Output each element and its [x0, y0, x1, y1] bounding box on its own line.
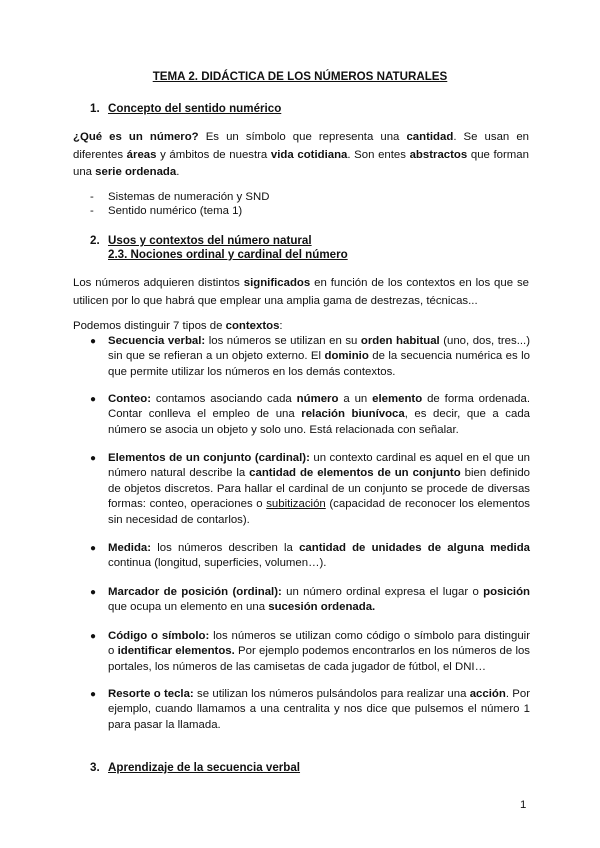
bold-text: sucesión ordenada.: [268, 601, 376, 614]
bullet-text: [108, 334, 530, 380]
text-run: (uno, dos, tres...) sin que se refieran a un objeto externo. El: [108, 335, 531, 363]
text-run: los números describen la: [151, 542, 300, 554]
text-run: a un: [338, 393, 373, 405]
bold-text: Medida:: [108, 542, 152, 554]
bullet-icon: ●: [90, 631, 97, 642]
text-run: que ocupa un elemento en una: [108, 601, 269, 614]
text-run: , es decir, que a cada número se asocia un objeto y solo uno. Está relacionada con señalar.: [108, 408, 530, 436]
bold-text: acción: [469, 688, 506, 700]
section-number: 1.: [90, 102, 100, 115]
text-run: los números se utilizan como código o símbolo para distinguir o: [108, 630, 530, 658]
bold-text: orden habitual: [360, 335, 440, 347]
bold-text: áreas: [126, 148, 157, 161]
bullet-icon: ●: [90, 543, 97, 554]
bold-text: relación biunívoca: [301, 408, 405, 421]
bullet-text: [108, 392, 530, 438]
bullet-item-ordinal: [90, 585, 530, 616]
text-run: Es un símbolo que representa una: [198, 131, 407, 143]
bold-text: posición: [483, 586, 531, 598]
dash-list: [90, 190, 269, 219]
contexts-intro: [73, 318, 529, 336]
bold-text: contextos: [225, 320, 280, 332]
intro-paragraph: [73, 129, 529, 182]
bullet-item-secuencia-verbal: [90, 334, 530, 380]
document-title: TEMA 2. DIDÁCTICA DE LOS NÚMEROS NATURALES: [152, 70, 448, 83]
bold-text: dominio: [324, 350, 369, 363]
text-run: un número ordinal expresa el lugar o: [281, 586, 484, 598]
bold-text: serie ordenada: [95, 166, 177, 179]
dash-marker: -: [90, 205, 94, 218]
bullet-item-resorte: [90, 687, 530, 733]
text-run: y ámbitos de nuestra: [156, 148, 271, 161]
section-number: 3.: [90, 761, 100, 774]
bold-text: Elementos de un conjunto (cardinal):: [108, 452, 310, 464]
bold-text: Secuencia verbal:: [108, 335, 206, 347]
list-item: [90, 190, 269, 204]
list-item-text: Sentido numérico (tema 1): [108, 205, 243, 218]
bullet-text: [108, 541, 530, 572]
text-run: de la secuencia numérica es lo que permite utilizar los números en los demás contextos.: [108, 350, 530, 378]
dash-marker: -: [90, 191, 94, 203]
bold-text: identificar elementos.: [117, 645, 235, 658]
bold-text: significados: [243, 277, 311, 289]
bullet-text: [108, 687, 530, 733]
text-run: que forman una: [73, 148, 529, 179]
bold-text: abstractos: [409, 148, 468, 161]
text-run: se utilizan los números pulsándolos para realizar una: [193, 688, 470, 700]
text-run: de forma ordenada. Contar conlleva el empleo de una: [108, 393, 530, 421]
bullet-item-conteo: [90, 392, 530, 438]
bold-text: Conteo:: [108, 393, 152, 405]
bold-text: vida cotidiana: [270, 148, 348, 161]
text-run: Podemos distinguir 7 tipos de: [73, 320, 226, 332]
bullet-text: [108, 585, 530, 616]
section-heading-1: [90, 102, 281, 115]
text-run: contamos asociando cada: [151, 393, 297, 405]
section-title: Usos y contextos del número natural: [108, 234, 312, 247]
text-run: :: [279, 320, 283, 332]
bold-text: cantidad de elementos de un conjunto: [249, 467, 461, 480]
text-run: Los números adquieren distintos: [73, 277, 244, 289]
subsection-heading: 2.3. Nociones ordinal y cardinal del número: [108, 248, 348, 261]
text-run: .: [176, 166, 180, 179]
bold-text: ¿Qué es un número?: [73, 131, 199, 143]
text-run: continua (longitud, superficies, volumen…).: [108, 557, 327, 570]
text-run: . Se usan en diferentes: [73, 131, 529, 161]
section-title: Aprendizaje de la secuencia verbal: [108, 761, 301, 774]
text-run: . Por ejemplo, cuando llamamos a una centralita y nos dice que pulsemos el número 1 para pasar la llamada.: [108, 688, 530, 731]
bullet-icon: ●: [90, 394, 97, 405]
text-run: un contexto cardinal es aquel en el que un número natural describe la: [108, 452, 530, 480]
text-run: Por ejemplo podemos encontrarlos en los números de los portales, los números de las camisetas de cada jugador de fútbol, el DNI…: [108, 645, 531, 673]
text-run: los números se utilizan en su: [205, 335, 361, 347]
contexts-paragraph: [73, 275, 529, 310]
bold-text: Marcador de posición (ordinal):: [108, 586, 282, 598]
bullet-item-codigo: [90, 629, 530, 675]
section-number: 2.: [90, 234, 100, 247]
bold-text: número: [296, 393, 339, 405]
bold-text: cantidad: [406, 131, 454, 143]
bold-text: elemento: [372, 393, 423, 405]
bold-text: Resorte o tecla:: [108, 688, 194, 700]
bold-text: Código o símbolo:: [108, 630, 210, 642]
text-run: bien definido de objetos discretos. Para hallar el cardinal de un conjunto se procede de diversas formas: conteo, operaciones o: [108, 467, 531, 511]
bullet-text: [108, 629, 530, 675]
bullet-icon: ●: [90, 336, 97, 347]
bold-text: cantidad de unidades de alguna medida: [299, 542, 530, 554]
bullet-icon: ●: [90, 453, 97, 464]
text-run: (capacidad de reconocer los elementos sin necesidad de contarlos).: [108, 498, 530, 526]
list-item-text: Sistemas de numeración y SND: [108, 191, 270, 203]
bullet-item-cardinal: [90, 451, 530, 528]
section-heading-3: [90, 761, 300, 774]
list-item: [90, 204, 269, 218]
text-run: . Son entes: [347, 148, 410, 161]
underlined-term: subitización: [266, 498, 326, 511]
text-run: en función de los contextos en los que se utilicen por lo que habrá que emplear una amplia gama de destrezas, técnicas...: [73, 277, 529, 307]
bullet-text: [108, 451, 530, 528]
section-title: Concepto del sentido numérico: [108, 102, 282, 115]
bullet-icon: ●: [90, 587, 97, 598]
bullet-item-medida: [90, 541, 530, 572]
section-heading-2: [90, 234, 312, 247]
bullet-icon: ●: [90, 689, 97, 700]
page-number: 1: [520, 799, 527, 811]
